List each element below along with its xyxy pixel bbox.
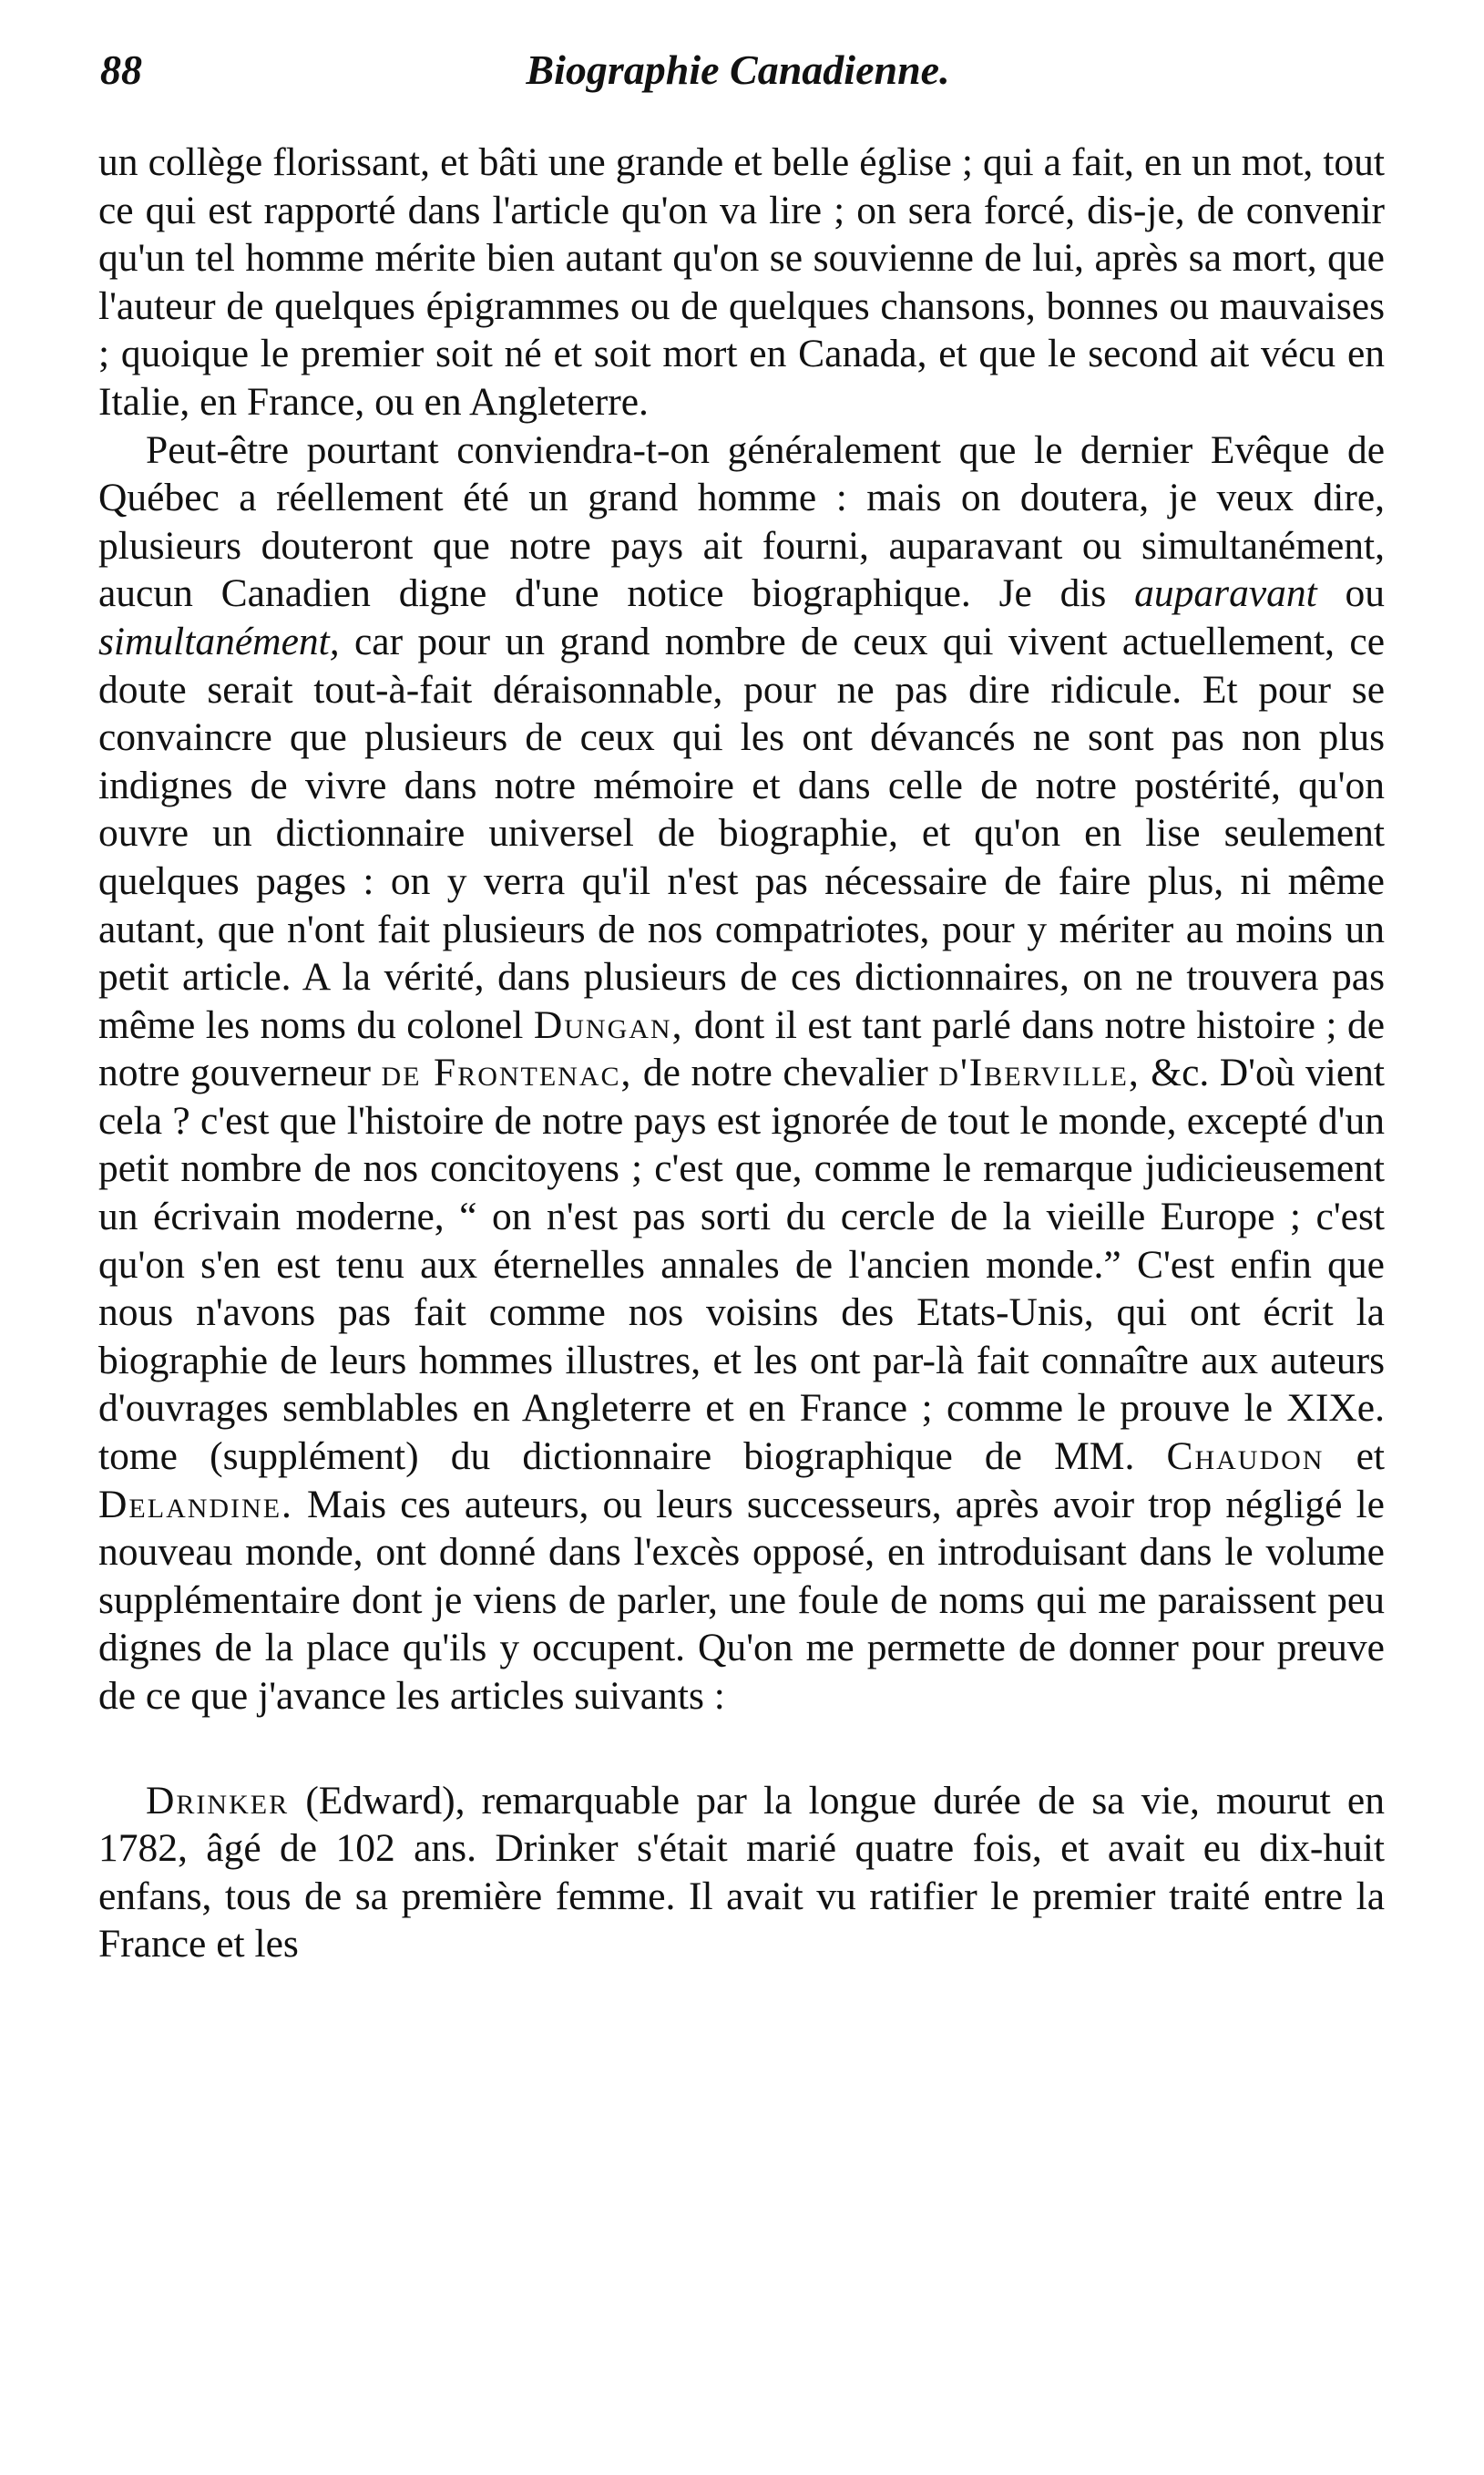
name-delandine: Delandine. (98, 1482, 293, 1526)
name-drinker: Drinker (146, 1778, 290, 1823)
italic-auparavant: auparavant (1134, 571, 1317, 616)
page-title: Biographie Canadienne. (526, 46, 950, 93)
paragraph-bishop (98, 426, 1385, 1720)
paragraph-2-part-2: ou (1316, 571, 1386, 616)
name-iberville: d'Iberville, (938, 1051, 1141, 1095)
paragraph-2-part-5: de notre chevalier (632, 1051, 939, 1095)
paragraph-2-part-1: Peut-être pourtant conviendra-t-on généralement que le dernier Evêque de Québec a réellement été un grand homme : mais on doutera, je veux dire, plusieurs douteront que notre pays ait fourni, auparavant ou simultanément, aucun Canadien digne d'une notice biographique. Je dis (98, 427, 1385, 616)
paragraph-continued (98, 139, 1385, 426)
body-text (98, 139, 1385, 1968)
paragraph-drinker (98, 1777, 1385, 1968)
paragraph-2-part-4: dont il est tant parlé dans notre histoire ; de notre gouverneur (98, 1002, 1385, 1095)
paragraph-2-part-7: et (1324, 1434, 1385, 1479)
paragraph-1-text: un collège florissant, et bâti une grande et belle église ; qui a fait, en un mot, tout ce qui est rapporté dans l'article qu'on va lire ; on sera forcé, dis-je, de convenir qu'un tel homme mérite bien autant qu'on se souvienne de lui, après sa mort, que l'auteur de quelques épigrammes ou de quelques chansons, bonnes ou mauvaises ; quoique le premier soit né et soit mort en Canada, et que le second ait vécu en Italie, en France, ou en Angleterre. (98, 140, 1385, 424)
name-frontenac: de Frontenac, (381, 1051, 633, 1095)
name-chaudon: Chaudon (1166, 1434, 1325, 1479)
paragraph-2-part-6: &c. D'où vient cela ? c'est que l'histoire de notre pays est ignorée de tout le monde, excepté d'un petit nombre de nos concitoyens ; c'est que, comme le remarque judicieusement un écrivain moderne, “ on n'est pas sorti du cercle de la vieille Europe ; c'est qu'on s'en est tenu aux éternelles annales de l'ancien monde.” C'est enfin que nous n'avons pas fait comme nos voisins des Etats-Unis, qui ont écrit la biographie de leurs hommes illustres, et les ont par-là fait connaître aux auteurs d'ouvrages semblables en Angleterre et en France ; comme le prouve le XIXe. tome (supplément) du dictionnaire biographique de MM. (98, 1051, 1386, 1479)
running-head (91, 38, 1385, 102)
paragraph-2-part-3: car pour un grand nombre de ceux qui vivent actuellement, ce doute serait tout-à-fait déraisonnable, pour ne pas dire ridicule. Et pour se convaincre que plusieurs de ceux qui les ont dévancés ne sont pas non plus indignes de vivre dans notre mémoire et dans celle de notre postérité, qu'on ouvre un dictionnaire universel de biographie, et qu'on en lise seulement quelques pages : on y verra qu'il n'est pas nécessaire de faire plus, ni même autant, que n'ont fait plusieurs de nos compatriotes, pour y mériter au moins un petit article. A la vérité, dans plusieurs de ces dictionnaires, on ne trouvera pas même les noms du colonel (98, 619, 1385, 1047)
italic-simultanement: simultanément, (98, 619, 340, 663)
paragraph-3-text: (Edward), remarquable par la longue durée de sa vie, mourut en 1782, âgé de 102 ans. Drinker s'était marié quatre fois, et avait eu dix-huit enfans, tous de sa première femme. Il avait vu ratifier le premier traité entre la France et les (98, 1778, 1385, 1967)
page-number: 88 (100, 46, 142, 93)
name-dungan: Dungan, (533, 1002, 684, 1047)
paragraph-2-part-8: Mais ces auteurs, ou leurs successeurs, après avoir trop négligé le nouveau monde, ont donné dans l'excès opposé, en introduisant dans le volume supplémentaire dont je viens de parler, une foule de noms qui me paraissent peu dignes de la place qu'ils y occupent. Qu'on me permette de donner pour preuve de ce que j'avance les articles suivants : (98, 1482, 1385, 1718)
